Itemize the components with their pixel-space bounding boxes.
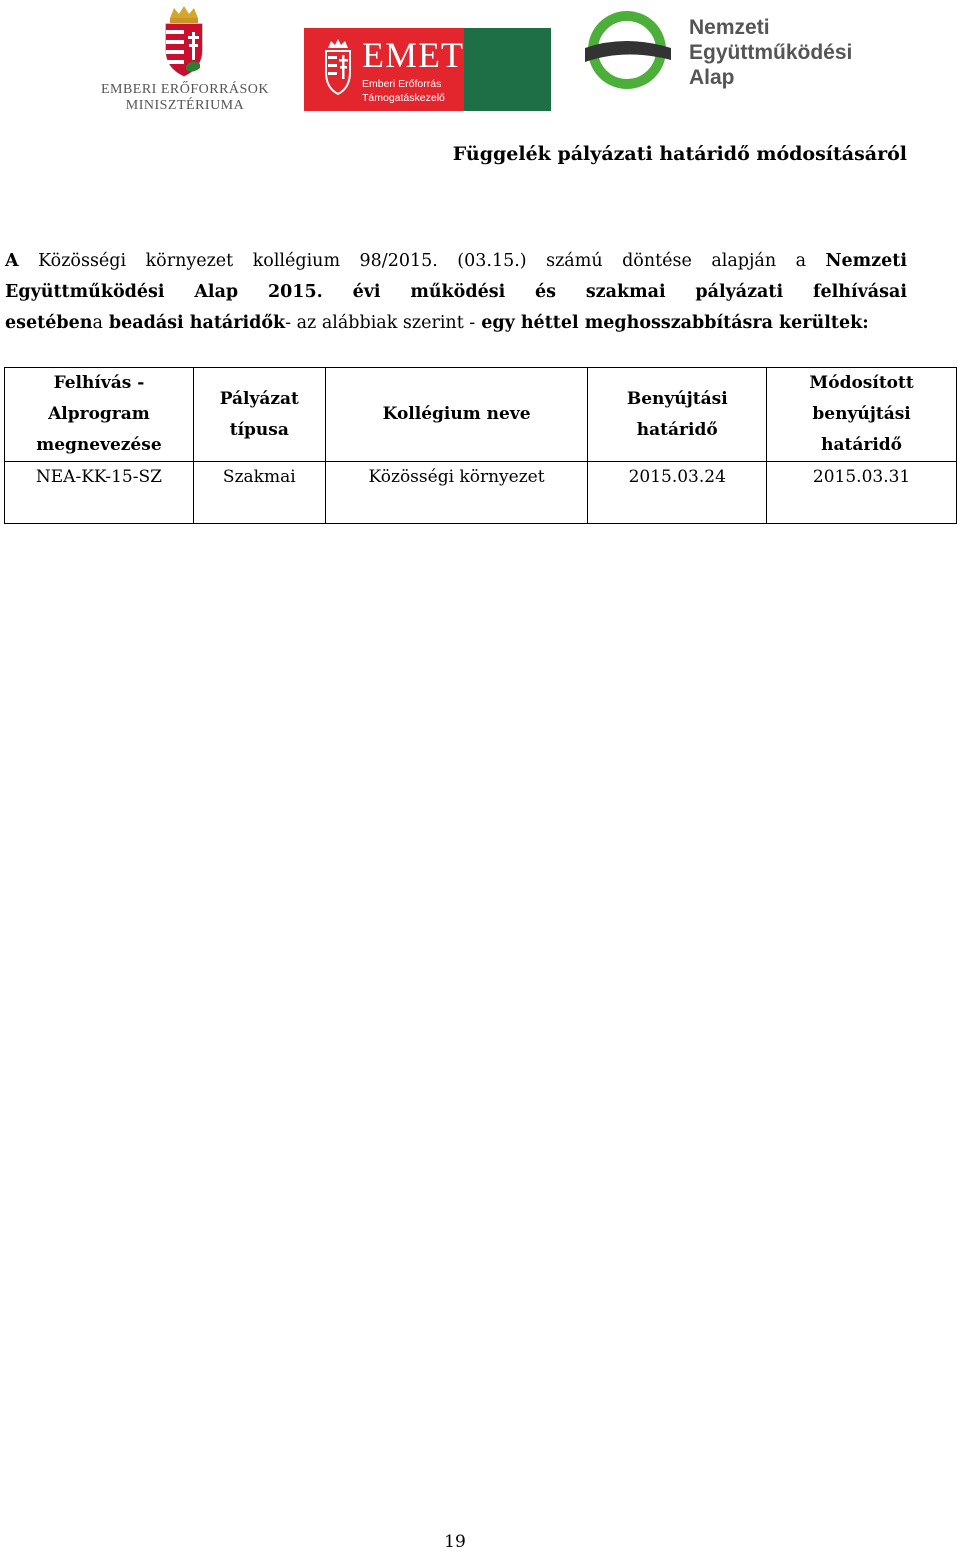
logo-strip (0, 0, 960, 120)
intro-word: szakmai (585, 282, 666, 302)
intro-word: alapján (711, 251, 777, 271)
emet-logo-green-block (464, 28, 551, 111)
deadline-table (4, 367, 957, 524)
intro-word: a (795, 251, 807, 271)
cell-deadline: 2015.03.24 (588, 462, 767, 524)
intro-word: beadási határidők (108, 313, 286, 333)
emet-logo-sub1: Emberi Erőforrás (362, 78, 442, 90)
table-row (5, 462, 957, 524)
emmi-logo-line1: EMBERI ERŐFORRÁSOK (100, 82, 270, 97)
emet-logo (304, 28, 464, 111)
document-heading: Függelék pályázati határidő módosításáról (452, 143, 907, 165)
intro-line-3 (5, 308, 907, 339)
intro-word: Együttműködési (5, 282, 165, 302)
cell-college: Közösségi környezet (325, 462, 588, 524)
intro-word: döntése (622, 251, 692, 271)
intro-word: Közösségi (38, 251, 127, 271)
coat-of-arms-white-icon (322, 38, 354, 98)
intro-word: - az alábbiak szerint - (285, 313, 476, 333)
emet-logo-word: EMET (362, 35, 464, 75)
intro-word: környezet (145, 251, 234, 271)
header-college-name: Kollégium neve (325, 368, 588, 462)
intro-word: egy héttel meghosszabbításra kerültek: (481, 313, 869, 333)
intro-line-1 (5, 246, 907, 277)
header-modified-deadline: Módosított benyújtási határidő (767, 368, 957, 462)
header-submission-deadline: Benyújtási határidő (588, 368, 767, 462)
intro-word: pályázati (695, 282, 784, 302)
nea-logo (585, 8, 885, 98)
intro-line-2 (5, 277, 907, 308)
coat-of-arms-icon (160, 4, 208, 78)
emmi-logo-line2: MINISZTÉRIUMA (125, 98, 245, 113)
intro-word: Nemzeti (825, 251, 907, 271)
nea-logo-line1: Nemzeti (689, 16, 770, 39)
header-call-subprogram: Felhívás - Alprogram megnevezése (5, 368, 194, 462)
page-number: 19 (444, 1532, 466, 1552)
intro-word: kollégium (252, 251, 341, 271)
intro-word: számú (546, 251, 603, 271)
intro-word: Alap (194, 282, 239, 302)
intro-paragraph (5, 246, 907, 339)
nea-ring-icon (585, 8, 675, 98)
emmi-logo (100, 4, 270, 116)
intro-word: a (92, 313, 103, 333)
intro-word: 98/2015. (359, 251, 438, 271)
cell-type: Szakmai (193, 462, 325, 524)
intro-word: és (535, 282, 557, 302)
header-application-type: Pályázat típusa (193, 368, 325, 462)
nea-logo-line2: Együttműködési (689, 41, 853, 64)
intro-word: (03.15.) (457, 251, 527, 271)
intro-word: A (5, 251, 19, 271)
intro-word: évi (352, 282, 381, 302)
intro-word: 2015. (267, 282, 323, 302)
cell-code: NEA-KK-15-SZ (5, 462, 194, 524)
table-header-row (5, 368, 957, 462)
intro-word: felhívásai (812, 282, 907, 302)
emet-logo-sub2: Támogatáskezelő (362, 92, 445, 104)
intro-word: esetében (5, 313, 93, 333)
nea-logo-line3: Alap (689, 66, 735, 89)
cell-new-deadline: 2015.03.31 (767, 462, 957, 524)
intro-word: működési (410, 282, 506, 302)
